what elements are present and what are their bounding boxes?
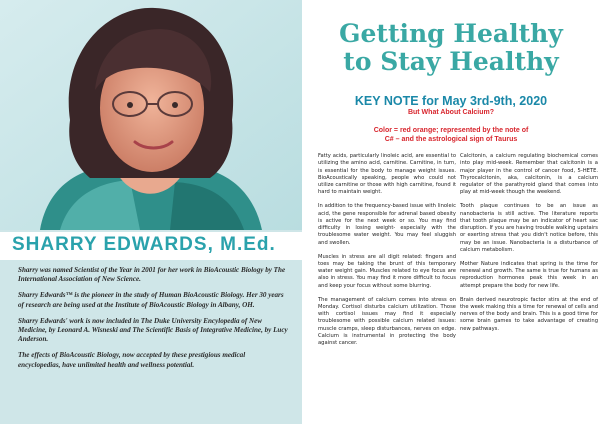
- title-line: to Stay Healthy: [343, 47, 559, 76]
- article-paragraph: Fatty acids, particularly linoleic acid, are essential to utilizing the amino acid, carnitine. Carnitine, in turn, is essential for the body to manage weight issues. BioAcoustically speaking, people who could not utilize carnitine or those with high carnitine, found it hard to maintain weight.: [318, 153, 456, 196]
- article-paragraph: The management of calcium comes into stress on Monday. Cortisol disturbs calcium utilization. Those with cortisol issues may find it especially troublesome with possible calcium related issues: muscle cramps, sleep disturbances, nerves on edge. Calcium is instrumental in protecting the body against cancer.: [318, 296, 456, 347]
- article-column-1: [318, 153, 456, 354]
- color-note-line: C# – and the astrological sign of Taurus: [384, 136, 518, 143]
- author-name: SHARRY EDWARDS, M.Ed.: [12, 234, 276, 255]
- color-note: [302, 126, 600, 144]
- color-note-line: Color = red orange; represented by the note of: [373, 127, 529, 134]
- bio-paragraph: Sharry Edwards' work is now included in The Duke University Encylopedia of New Medicine, by Leonard A. Wisneski and The Scientific Basis of Integrative Medicine, by Lucy Anderson.: [18, 316, 288, 344]
- page-title: [302, 20, 600, 76]
- article-paragraph: Muscles in stress are all digit related: fingers and toes may be taking the brunt of this temporary water weight gain. Muscles related to eye focus are also in stress. You may find it more difficult to focus and keep your focus without some blurring.: [318, 253, 456, 289]
- bio-section: [18, 266, 288, 377]
- article-paragraph: Mother Nature indicates that spring is the time for renewal and growth. The same is true for humans as reproduction hormones peak this week in an attempt prepare the body for new life.: [460, 260, 598, 289]
- article-paragraph: Calcitonin, a calcium regulating biochemical comes into play mid-week. Remember that calcitonin is a major player in the control of cancer food, 5-HETE. Thyrocalcitonin, aka, calcitonin, is a calcium regulator of the parathyroid gland that comes into play at mid-week though the weekend.: [460, 153, 598, 196]
- title-line: Getting Healthy: [339, 19, 563, 48]
- portrait-photo: [0, 0, 302, 230]
- bio-paragraph: Sharry Edwards™ is the pioneer in the study of Human BioAcoustic Biology. Her 30 years of research are being used at the Institute of BioAcoustic Biology in Albany, OH.: [18, 291, 284, 309]
- article-column-2: [460, 153, 598, 340]
- bio-paragraph: Sharry was named Scientist of the Year in 2001 for her work in BioAcoustic Biology by The International Association of New Science.: [18, 266, 286, 284]
- keynote-heading: KEY NOTE for May 3rd-9th, 2020: [354, 94, 548, 108]
- article-paragraph: In addition to the frequency-based issue with linoleic acid, the gene responsible for adrenal based obesity is active for the next week or so. You may find difficulty in losing weight- especially with the troublesome water weight. You may feel sluggish and swollen.: [318, 203, 456, 246]
- bio-paragraph: The effects of BioAcoustic Biology, now accepted by these prestigious medical encyclopedias, have unlimited health and wellness potential.: [18, 351, 246, 369]
- article-paragraph: Tooth plaque continues to be an issue as nanobacteria is still active. The literature reports that tooth plaque may be an indicator of heart sac disruption. If you are having trouble walking upstairs or exerting stress that you didn't notice before, this may be an issue. Nanobacteria is a disturbance of calcium metabolism.: [460, 203, 598, 254]
- subheading: But What About Calcium?: [407, 109, 495, 116]
- article-paragraph: Brain derived neurotropic factor stirs at the end of the week making this a time for renewal of cells and nerves of the body and brain. This is a good time for some brain games to take advantage of creating new pathways.: [460, 296, 598, 332]
- right-panel: [302, 0, 600, 424]
